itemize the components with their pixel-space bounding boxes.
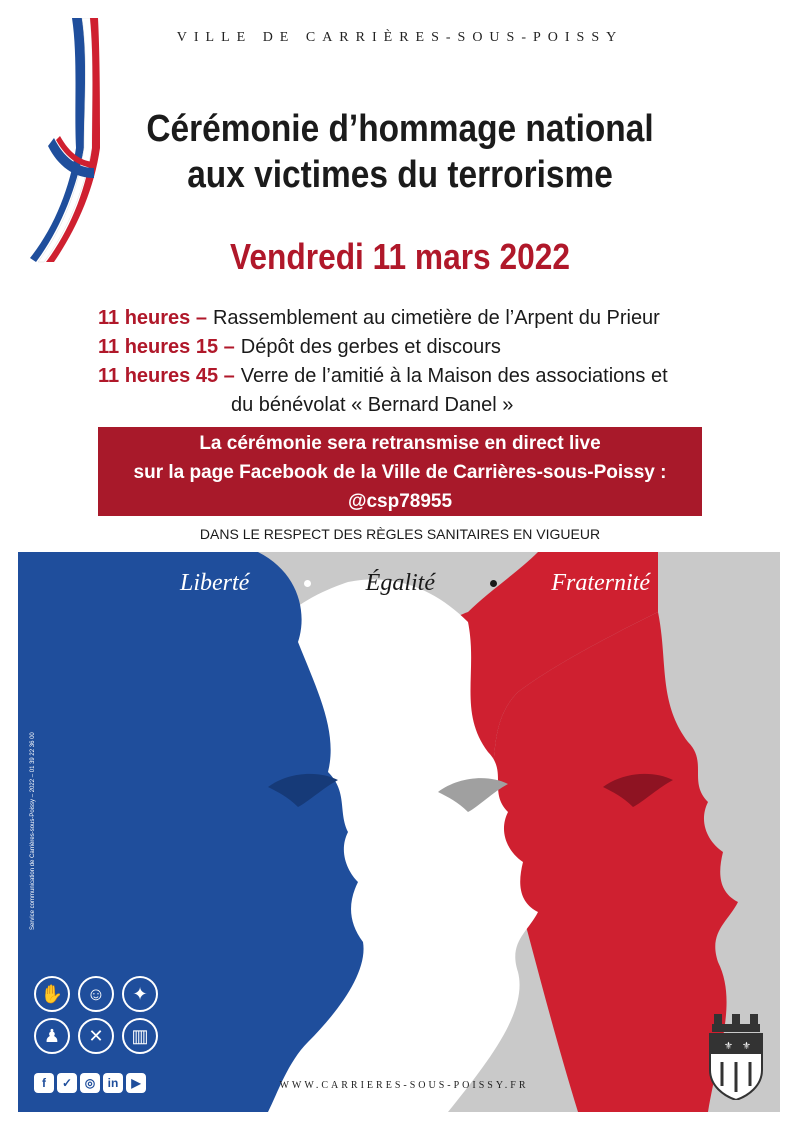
motto-fraternite: Fraternité (551, 570, 650, 596)
social-links (34, 1073, 146, 1093)
schedule-text: Rassemblement au cimetière de l’Arpent du Prieur (212, 307, 660, 329)
schedule-item (98, 362, 738, 391)
schedule-text-continuation: du bénévolat « Bernard Danel » (231, 394, 514, 416)
website-url[interactable]: WWW.CARRIERES-SOUS-POISSY.FR (279, 1080, 529, 1091)
youtube-icon[interactable]: ▶ (126, 1073, 146, 1093)
schedule-item (98, 333, 738, 362)
instagram-icon[interactable]: ◎ (80, 1073, 100, 1093)
schedule-item-continuation (98, 391, 738, 420)
event-date: Vendredi 11 mars 2022 (230, 236, 570, 277)
title-line-1: Cérémonie d’hommage national (146, 108, 654, 150)
no-handshake-icon: ✕ (78, 1018, 114, 1054)
facebook-icon[interactable]: f (34, 1073, 54, 1093)
motto-dot-icon (304, 580, 311, 587)
tissue-icon: ▥ (122, 1018, 158, 1054)
schedule-time: 11 heures 45 – (98, 365, 235, 387)
distance-icon: ♟ (34, 1018, 70, 1054)
live-stream-banner (98, 427, 702, 516)
cough-elbow-icon: ✦ (122, 976, 158, 1012)
twitter-icon[interactable]: ✓ (57, 1073, 77, 1093)
motto-egalite: Égalité (365, 570, 435, 596)
motto-dot-icon (490, 580, 497, 587)
svg-text:⚜: ⚜ (742, 1041, 751, 1052)
schedule-text: Verre de l’amitié à la Maison des associations et (240, 365, 668, 387)
sanitary-notice: DANS LE RESPECT DES RÈGLES SANITAIRES EN VIGUEUR (199, 526, 601, 542)
tricolour-ribbon (14, 18, 104, 263)
banner-line-1: La cérémonie sera retransmise en direct live (199, 433, 601, 454)
handwash-icon: ✋ (34, 976, 70, 1012)
schedule-item (98, 304, 738, 333)
schedule-time: 11 heures 15 – (98, 336, 235, 358)
title-line-2: aux victimes du terrorisme (187, 154, 613, 196)
svg-text:⚜: ⚜ (724, 1041, 733, 1052)
town-name: VILLE DE CARRIÈRES-SOUS-POISSY (176, 30, 624, 45)
linkedin-icon[interactable]: in (103, 1073, 123, 1093)
town-crest-icon (706, 1014, 766, 1100)
banner-handle: @csp78955 (347, 491, 453, 512)
schedule-list (98, 304, 738, 420)
schedule-text: Dépôt des gerbes et discours (240, 336, 501, 358)
motto-liberte: Liberté (180, 570, 250, 596)
page-title (101, 106, 699, 198)
sanitary-icons (34, 976, 160, 1054)
mask-icon: ☺ (78, 976, 114, 1012)
banner-line-2: sur la page Facebook de la Ville de Carrières-sous-Poissy : (133, 462, 667, 483)
republic-motto (180, 570, 650, 597)
print-credit: Service communication de Carrières-sous-Poissy – 2022 – 01 39 22 36 00 (30, 732, 36, 930)
schedule-time: 11 heures – (98, 307, 207, 329)
